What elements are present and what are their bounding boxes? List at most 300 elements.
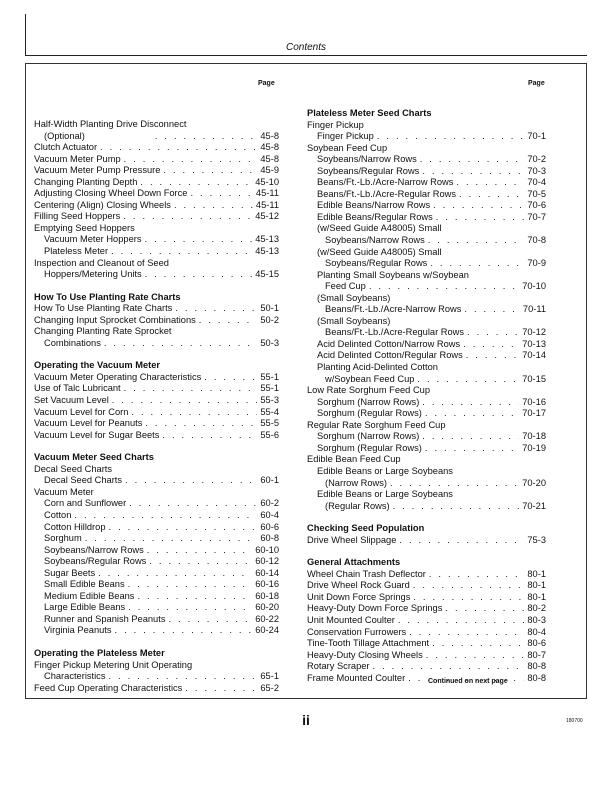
toc-entry-title: Edible Beans/Regular Rows	[317, 211, 433, 222]
dot-leader	[429, 569, 525, 581]
toc-entry-title: Tine-Tooth Tillage Attachment	[307, 638, 430, 649]
dot-leader	[413, 592, 524, 604]
toc-entry[interactable]	[34, 556, 279, 568]
toc-entry[interactable]	[307, 408, 546, 420]
dot-leader	[145, 418, 257, 430]
dot-leader	[175, 303, 257, 315]
dot-leader	[409, 627, 524, 639]
toc-entry-title: Adjusting Closing Wheel Down Force	[34, 188, 188, 199]
dot-leader	[425, 443, 519, 455]
toc-group-text: Inspection and Cleanout of Seed	[34, 257, 169, 268]
toc-entry[interactable]	[34, 533, 279, 545]
dot-leader	[129, 498, 257, 510]
toc-group-label	[34, 464, 279, 476]
toc-entry[interactable]	[34, 614, 279, 626]
toc-entry-title: Virginia Peanuts	[44, 625, 112, 636]
toc-entry-page: 60-20	[255, 602, 279, 613]
toc-entry[interactable]	[307, 327, 546, 339]
section-spacer	[307, 512, 546, 523]
toc-entry[interactable]	[34, 602, 279, 614]
dot-leader	[463, 339, 519, 351]
toc-entry-title: Changing Planting Depth	[34, 176, 138, 187]
toc-entry-page: 70-15	[522, 373, 546, 384]
toc-group-text: Regular Rate Sorghum Feed Cup	[307, 419, 446, 430]
toc-entry-page: 80-8	[527, 672, 546, 683]
toc-entry-title: Soybeans/Narrow Rows	[317, 154, 417, 165]
toc-entry[interactable]	[34, 188, 279, 200]
toc-column-right	[307, 108, 546, 684]
toc-entry-page: 55-6	[260, 429, 279, 440]
page-column-label-right: Page	[528, 80, 545, 87]
toc-entry-title: Filling Seed Hoppers	[34, 211, 121, 222]
toc-entry-page: 65-2	[260, 682, 279, 693]
toc-entry-page: 80-7	[527, 649, 546, 660]
dot-leader	[398, 615, 525, 627]
toc-group-text: Edible Beans or Large Soybeans	[317, 465, 453, 476]
page-number: ii	[302, 712, 310, 728]
toc-entry-title: Rotary Scraper	[307, 661, 370, 672]
toc-entry-title: Use of Talc Lubricant	[34, 383, 121, 394]
toc-entry-page: 80-1	[527, 568, 546, 579]
toc-entry-page: 55-3	[260, 395, 279, 406]
toc-entry[interactable]	[307, 443, 546, 455]
dot-leader	[377, 131, 525, 143]
toc-entry[interactable]	[307, 501, 546, 513]
dot-leader	[433, 200, 524, 212]
toc-entry-page: 45-9	[260, 165, 279, 176]
dot-leader	[459, 189, 524, 201]
section-spacer	[34, 349, 279, 360]
toc-entry-page: 80-4	[527, 626, 546, 637]
dot-leader	[123, 211, 252, 223]
section-heading: Operating the Plateless Meter	[34, 647, 165, 658]
toc-entry-title: Beans/Ft.-Lb./Acre-Narrow Rows	[325, 304, 462, 315]
toc-entry[interactable]	[34, 211, 279, 223]
toc-entry[interactable]	[307, 615, 546, 627]
continued-note: Continued on next page	[428, 678, 508, 685]
toc-entry-title: Beans/Ft.-Lb./Acre-Narrow Rows	[317, 177, 454, 188]
toc-entry-page: 70-5	[527, 188, 546, 199]
toc-entry-page: 70-14	[522, 350, 546, 361]
toc-entry-title: Changing Input Sprocket Combinations	[34, 314, 196, 325]
section-heading: Operating the Vacuum Meter	[34, 360, 161, 371]
toc-entry-page: 70-18	[522, 431, 546, 442]
header-divider	[25, 55, 587, 56]
toc-entry[interactable]	[34, 234, 279, 246]
toc-group-label	[307, 489, 546, 501]
dot-leader	[373, 661, 525, 673]
toc-entry[interactable]	[307, 189, 546, 201]
dot-leader	[112, 395, 258, 407]
toc-entry-title: Cotton Hilldrop	[44, 521, 106, 532]
toc-group-label	[307, 293, 546, 305]
toc-group-label	[307, 247, 546, 259]
dot-leader	[190, 188, 252, 200]
toc-entry-title: Edible Beans/Narrow Rows	[317, 200, 431, 211]
dot-leader	[128, 602, 252, 614]
dot-leader	[155, 131, 258, 143]
toc-entry-title: (Narrow Rows)	[325, 477, 387, 488]
dot-leader	[432, 638, 524, 650]
toc-entry-page: 45-11	[255, 188, 279, 199]
toc-entry-title: Soybeans/Regular Rows	[325, 258, 428, 269]
document-code: 180700	[566, 718, 583, 724]
dot-leader	[128, 579, 253, 591]
toc-group-label	[34, 119, 279, 131]
toc-entry-title: Soybeans/Narrow Rows	[325, 235, 425, 246]
toc-entry[interactable]	[34, 395, 279, 407]
toc-group-label	[34, 258, 279, 270]
toc-entry-title: Vacuum Level for Sugar Beets	[34, 429, 160, 440]
dot-leader	[199, 315, 258, 327]
toc-entry[interactable]	[34, 498, 279, 510]
toc-group-label	[307, 270, 546, 282]
toc-entry-page: 65-1	[260, 671, 279, 682]
toc-entry-title: Vacuum Meter Operating Characteristics	[34, 371, 202, 382]
toc-entry-page: 70-11	[522, 304, 546, 315]
toc-entry[interactable]	[307, 212, 546, 224]
toc-entry-title: Acid Delinted Cotton/Narrow Rows	[317, 338, 461, 349]
toc-group-label	[34, 487, 279, 499]
toc-entry[interactable]	[34, 430, 279, 442]
toc-entry-title: Unit Down Force Springs	[307, 591, 411, 602]
toc-entry-page: 60-12	[255, 556, 279, 567]
toc-entry-page: 80-2	[527, 603, 546, 614]
toc-entry-page: 70-4	[527, 177, 546, 188]
toc-entry-page: 50-2	[260, 314, 279, 325]
toc-entry-title: Plateless Meter	[44, 246, 109, 257]
toc-entry-title: Sorghum	[44, 533, 82, 544]
toc-entry-page: 60-22	[255, 613, 279, 624]
toc-entry-title: Acid Delinted Cotton/Regular Rows	[317, 350, 463, 361]
toc-entry[interactable]	[34, 383, 279, 395]
section-heading: How To Use Planting Rate Charts	[34, 291, 181, 302]
toc-group-text: (w/Seed Guide A48005) Small	[317, 246, 442, 257]
toc-entry-page: 55-1	[260, 383, 279, 394]
dot-leader	[185, 683, 257, 695]
toc-group-text: Changing Planting Rate Sprocket	[34, 326, 172, 337]
toc-group-label	[307, 454, 546, 466]
toc-entry-title: w/Soybean Feed Cup	[325, 373, 415, 384]
toc-entry[interactable]	[34, 154, 279, 166]
dot-leader	[98, 568, 252, 580]
toc-entry-page: 55-4	[260, 406, 279, 417]
toc-entry[interactable]	[34, 372, 279, 384]
toc-entry[interactable]	[307, 281, 546, 293]
toc-entry-page: 80-3	[527, 614, 546, 625]
dot-leader	[422, 166, 524, 178]
toc-entry[interactable]	[307, 650, 546, 662]
toc-entry-title: Vacuum Meter Hoppers	[44, 234, 142, 245]
toc-entry[interactable]	[307, 339, 546, 351]
toc-group-text: Decal Seed Charts	[34, 463, 113, 474]
toc-entry-page: 55-5	[260, 418, 279, 429]
toc-entry-page: 70-17	[522, 408, 546, 419]
toc-entry[interactable]	[307, 661, 546, 673]
toc-group-text: (Small Soybeans)	[317, 292, 391, 303]
dot-leader	[393, 501, 520, 513]
toc-entry[interactable]	[34, 246, 279, 258]
section-heading: Plateless Meter Seed Charts	[307, 108, 432, 118]
toc-entry-page: 60-18	[255, 590, 279, 601]
toc-entry[interactable]	[34, 407, 279, 419]
toc-entry[interactable]	[307, 235, 546, 247]
dot-leader	[74, 510, 257, 522]
toc-entry-title: Medium Edible Beans	[44, 590, 135, 601]
toc-entry[interactable]	[34, 579, 279, 591]
toc-entry-title: Heavy-Duty Down Force Springs	[307, 603, 443, 614]
toc-entry-page: 70-12	[522, 327, 546, 338]
section-heading: General Attachments	[307, 557, 401, 568]
toc-entry[interactable]	[307, 603, 546, 615]
toc-entry[interactable]	[34, 338, 279, 350]
toc-entry[interactable]	[307, 580, 546, 592]
toc-group-label	[307, 385, 546, 397]
toc-group-label	[307, 420, 546, 432]
toc-entry[interactable]	[34, 269, 279, 281]
toc-entry-page: 60-8	[260, 533, 279, 544]
toc-entry-page: 45-11	[255, 199, 279, 210]
dot-leader	[390, 478, 519, 490]
toc-entry-title: Drive Wheel Slippage	[307, 534, 397, 545]
toc-entry[interactable]	[34, 142, 279, 154]
toc-entry[interactable]	[307, 258, 546, 270]
toc-entry-title: Heavy-Duty Closing Wheels	[307, 649, 423, 660]
dot-leader	[100, 142, 257, 154]
toc-entry-title: Sorghum (Narrow Rows)	[317, 431, 420, 442]
toc-group-text: Finger Pickup Metering Unit Operating	[34, 659, 193, 670]
toc-group-label	[307, 143, 546, 155]
toc-entry[interactable]	[34, 303, 279, 315]
toc-entry-page: 70-21	[522, 500, 546, 511]
toc-entry-page: 45-12	[255, 211, 279, 222]
toc-entry[interactable]	[307, 200, 546, 212]
toc-entry[interactable]	[307, 673, 546, 685]
toc-entry-title: Soybeans/Narrow Rows	[44, 544, 144, 555]
toc-entry-title: Clutch Actuator	[34, 142, 98, 153]
dot-leader	[115, 625, 253, 637]
toc-entry-page: 70-3	[527, 165, 546, 176]
toc-entry-title: Small Edible Beans	[44, 579, 125, 590]
toc-entry-title: Centering (Align) Closing Wheels	[34, 199, 171, 210]
toc-entry-title: Set Vacuum Level	[34, 395, 109, 406]
toc-group-label	[34, 660, 279, 672]
toc-entry-page: 45-8	[260, 153, 279, 164]
dot-leader	[369, 281, 519, 293]
toc-entry-title: Feed Cup	[325, 281, 366, 292]
toc-entry[interactable]	[307, 397, 546, 409]
toc-entry-page: 45-15	[255, 269, 279, 280]
toc-entry-title: Runner and Spanish Peanuts	[44, 613, 166, 624]
toc-entry-page: 60-16	[255, 579, 279, 590]
dot-leader	[464, 304, 520, 316]
section-spacer	[34, 441, 279, 452]
toc-group-label	[307, 362, 546, 374]
dot-leader	[466, 350, 519, 362]
toc-entry-page: 60-10	[255, 544, 279, 555]
toc-entry[interactable]	[34, 522, 279, 534]
toc-entry-page: 80-1	[527, 580, 546, 591]
toc-group-text: Finger Pickup	[307, 119, 364, 130]
dot-leader	[125, 475, 257, 487]
dot-leader	[149, 556, 252, 568]
toc-entry-page: 70-9	[527, 258, 546, 269]
toc-entry[interactable]	[34, 625, 279, 637]
toc-entry[interactable]	[34, 683, 279, 695]
toc-entry[interactable]	[307, 431, 546, 443]
toc-entry[interactable]	[307, 154, 546, 166]
toc-group-label	[34, 326, 279, 338]
dot-leader	[445, 603, 524, 615]
toc-entry[interactable]	[34, 591, 279, 603]
dot-leader	[85, 533, 258, 545]
dot-leader	[124, 154, 258, 166]
toc-group-label	[34, 223, 279, 235]
toc-entry-page: 45-13	[255, 234, 279, 245]
toc-entry[interactable]	[34, 671, 279, 683]
section-spacer	[34, 637, 279, 648]
toc-group-text: Edible Beans or Large Soybeans	[317, 489, 453, 500]
toc-group-label	[307, 223, 546, 235]
toc-entry-page: 70-13	[522, 338, 546, 349]
toc-entry-title: Beans/Ft.-Lb./Acre-Regular Rows	[325, 327, 464, 338]
page-header-title: Contents	[285, 42, 327, 53]
dot-leader	[204, 372, 257, 384]
dot-leader	[422, 397, 519, 409]
toc-entry-page: 45-8	[260, 130, 279, 141]
toc-group-text: (w/Seed Guide A48005) Small	[317, 223, 442, 234]
section-spacer	[34, 281, 279, 292]
toc-entry-title: Vacuum Meter Pump	[34, 153, 121, 164]
dot-leader	[124, 383, 258, 395]
dot-leader	[104, 338, 258, 350]
toc-entry[interactable]	[34, 131, 279, 143]
toc-entry[interactable]	[307, 166, 546, 178]
toc-entry-title: Finger Pickup	[317, 131, 374, 142]
toc-entry[interactable]	[34, 315, 279, 327]
toc-entry-page: 70-19	[522, 442, 546, 453]
section-spacer	[34, 108, 279, 119]
dot-leader	[399, 535, 524, 547]
dot-leader	[145, 269, 253, 281]
toc-entry[interactable]	[307, 638, 546, 650]
toc-entry-title: Hoppers/Metering Units	[44, 269, 142, 280]
toc-entry[interactable]	[307, 304, 546, 316]
toc-entry-title: Unit Mounted Coulter	[307, 614, 395, 625]
toc-entry[interactable]	[307, 350, 546, 362]
dot-leader	[111, 246, 252, 258]
toc-entry[interactable]	[34, 475, 279, 487]
toc-entry[interactable]	[307, 627, 546, 639]
dot-leader	[413, 580, 525, 592]
toc-entry-title: Sorghum (Narrow Rows)	[317, 396, 420, 407]
toc-entry[interactable]	[34, 165, 279, 177]
toc-entry-page: 60-4	[260, 509, 279, 520]
toc-entry[interactable]	[34, 200, 279, 212]
toc-entry-page: 70-16	[522, 396, 546, 407]
toc-entry-page: 60-24	[255, 625, 279, 636]
dot-leader	[174, 200, 253, 212]
toc-column-left	[34, 108, 279, 694]
toc-entry-page: 50-3	[260, 337, 279, 348]
toc-entry-title: Combinations	[44, 337, 101, 348]
dot-leader	[162, 430, 257, 442]
toc-group-text: Edible Bean Feed Cup	[307, 454, 401, 465]
section-heading: Vacuum Meter Seed Charts	[34, 452, 154, 463]
toc-entry-page: 70-10	[522, 281, 546, 292]
page-column-label-left: Page	[258, 80, 275, 87]
toc-entry[interactable]	[307, 535, 546, 547]
toc-entry-page: 80-1	[527, 591, 546, 602]
toc-entry-title: (Regular Rows)	[325, 500, 390, 511]
toc-entry-title: Feed Cup Operating Characteristics	[34, 682, 183, 693]
dot-leader	[467, 327, 519, 339]
section-spacer	[307, 546, 546, 557]
toc-entry-page: 70-20	[522, 477, 546, 488]
toc-entry-title: Sorghum (Regular Rows)	[317, 442, 422, 453]
toc-entry[interactable]	[34, 568, 279, 580]
dot-leader	[108, 671, 257, 683]
toc-entry-page: 70-2	[527, 154, 546, 165]
toc-entry[interactable]	[307, 131, 546, 143]
toc-entry[interactable]	[307, 478, 546, 490]
toc-entry-title: Characteristics	[44, 671, 106, 682]
dot-leader	[145, 234, 253, 246]
toc-entry-page: 70-6	[527, 200, 546, 211]
toc-group-text: Planting Acid-Delinted Cotton	[317, 362, 438, 373]
toc-group-label	[307, 316, 546, 328]
toc-entry-page: 60-6	[260, 521, 279, 532]
dot-leader	[436, 212, 525, 224]
toc-entry-page: 60-1	[260, 475, 279, 486]
dot-leader	[428, 235, 525, 247]
toc-entry-title: Drive Wheel Rock Guard	[307, 580, 410, 591]
toc-entry[interactable]	[34, 177, 279, 189]
toc-group-text: Vacuum Meter	[34, 486, 94, 497]
section-heading: Checking Seed Population	[307, 523, 425, 534]
toc-entry-title: Cotton	[44, 509, 72, 520]
toc-entry[interactable]	[307, 569, 546, 581]
dot-leader	[420, 154, 525, 166]
toc-entry[interactable]	[307, 374, 546, 386]
toc-entry-title: Large Edible Beans	[44, 602, 126, 613]
toc-entry-page: 60-2	[260, 498, 279, 509]
dot-leader	[417, 374, 519, 386]
toc-group-label	[307, 466, 546, 478]
toc-group-text: Half-Width Planting Drive Disconnect	[34, 119, 187, 129]
toc-entry[interactable]	[307, 592, 546, 604]
toc-entry-title: (Optional)	[44, 130, 85, 141]
toc-entry-title: Corn and Sunflower	[44, 498, 127, 509]
toc-entry-title: Wheel Chain Trash Deflector	[307, 568, 426, 579]
dot-leader	[163, 165, 257, 177]
toc-entry-title: Vacuum Level for Peanuts	[34, 418, 143, 429]
dot-leader	[137, 591, 252, 603]
toc-entry[interactable]	[34, 510, 279, 522]
toc-entry-title: Conservation Furrowers	[307, 626, 407, 637]
dot-leader	[168, 614, 252, 626]
toc-entry[interactable]	[34, 545, 279, 557]
toc-entry[interactable]	[34, 418, 279, 430]
toc-entry-page: 70-8	[527, 235, 546, 246]
toc-entry-title: Decal Seed Charts	[44, 475, 123, 486]
dot-leader	[131, 407, 257, 419]
toc-entry[interactable]	[307, 177, 546, 189]
toc-entry-page: 45-10	[255, 176, 279, 187]
toc-entry-page: 60-14	[255, 567, 279, 578]
toc-group-text: Emptying Seed Hoppers	[34, 222, 135, 233]
dot-leader	[426, 650, 525, 662]
